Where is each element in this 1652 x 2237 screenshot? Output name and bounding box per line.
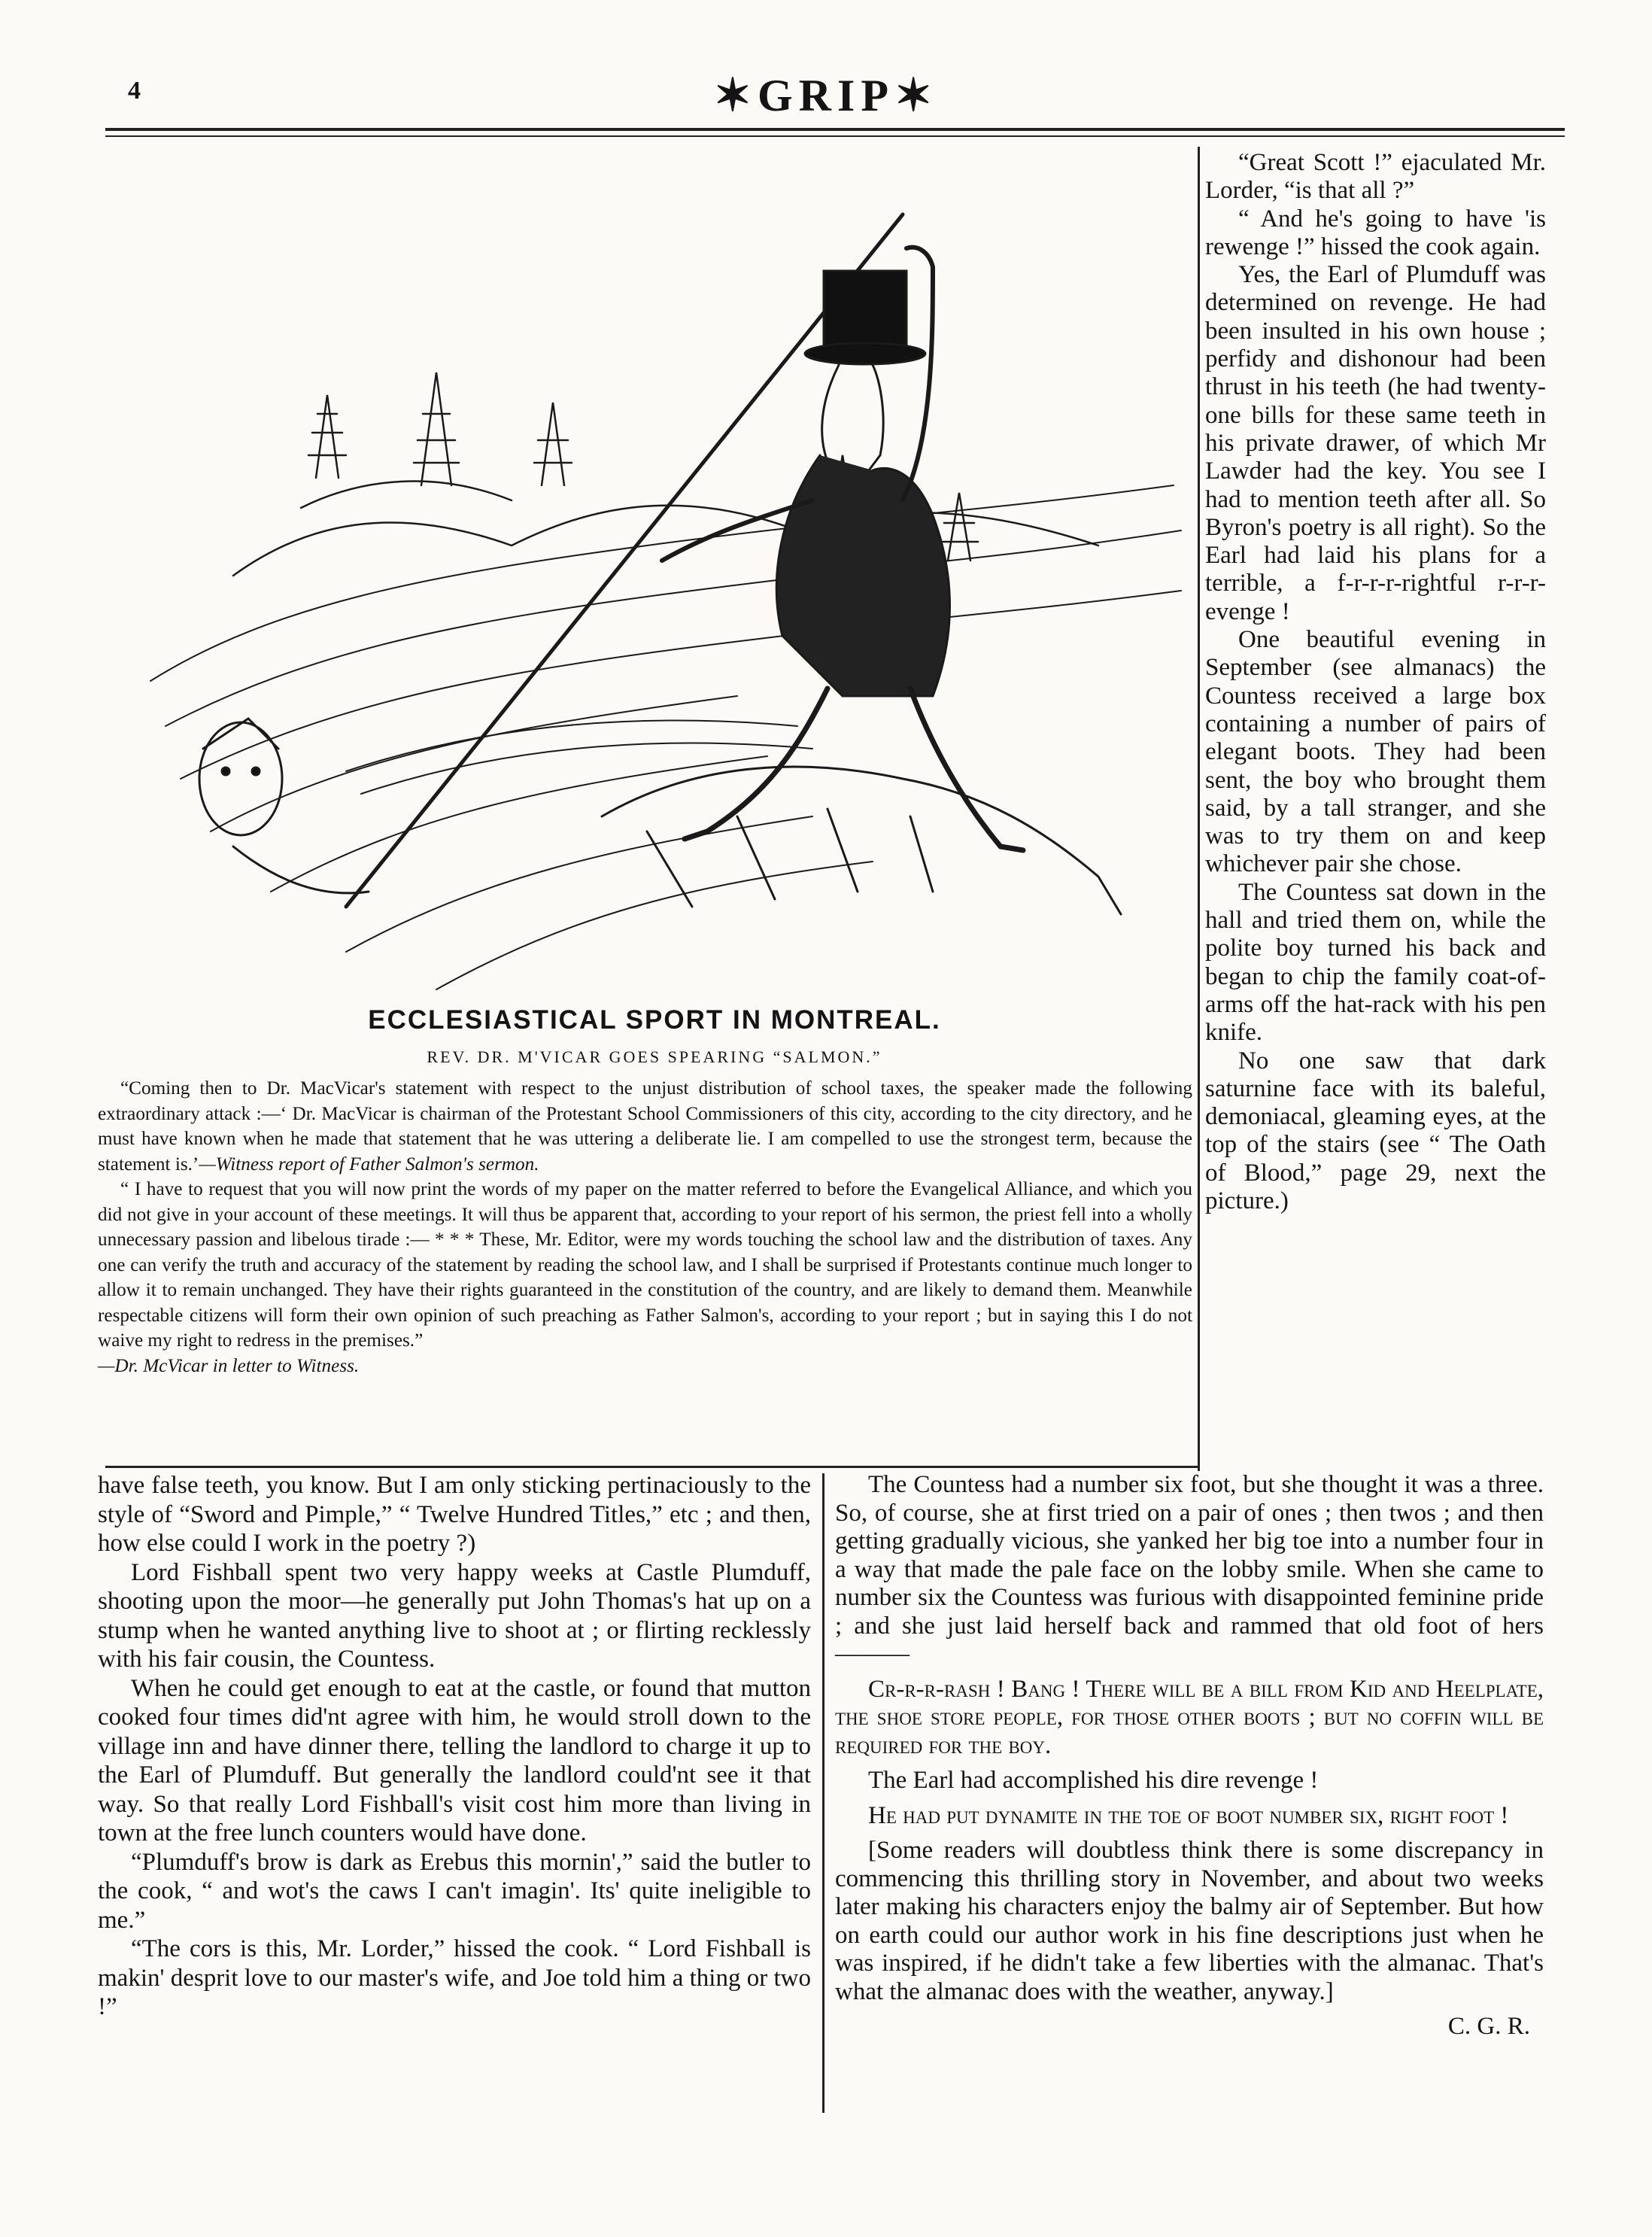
left-column [98,1471,811,2022]
quote-paragraph [98,1177,1192,1354]
author-signature: C. G. R. [1447,2013,1530,2040]
top-hat [805,271,925,364]
cartoon-illustration [120,154,1189,997]
paragraph: He had put dynamite in the toe of boot number six, right foot ! [868,1801,1509,1829]
quote-source: —Dr. McVicar in letter to Witness. [98,1355,360,1376]
page-number: 4 [128,77,141,105]
right-column [1205,149,1546,1215]
column-divider-top [1198,147,1200,1471]
header-rule [105,128,1565,131]
paragraph: “The cors is this, Mr. Lorder,” hissed the cook. “ Lord Fishball is makin' desprit love to our master's wife, and Joe told him a thing or two !” [98,1935,811,2020]
paragraph: The Earl had accomplished his dire revenge ! [868,1767,1319,1794]
paragraph: No one saw that dark saturnine face with its baleful, demoniacal, gleaming eyes, at the top of the stairs (see “ The Oath of Blood,” page 29, next the picture.) [1205,1047,1546,1214]
paragraph: “ And he's going to have 'is rewenge !” hissed the cook again. [1205,205,1546,260]
header-rule-thin [105,135,1565,137]
paragraph: The Countess sat down in the hall and tried them on, while the polite boy turned his back and began to chip the family coat-of-arms off the hat-rack with his pen knife. [1205,878,1546,1047]
paragraph: One beautiful evening in September (see almanacs) the Countess received a large box containing a number of pairs of elegant boots. They had been sent, the boy who brought them said, by a tall stranger, and she was to try them on and keep whichever pair she chose. [1205,626,1546,878]
masthead-title: ✶GRIP✶ [713,71,939,120]
section-divider [105,1466,1200,1468]
quote-source: —Witness report of Father Salmon's sermon. [199,1153,539,1175]
paragraph: Cr-r-r-rash ! Bang ! There will be a bill from Kid and Heelplate, the shoe store people, for those other boots ; but no coffin will be required for the boy. [835,1675,1544,1759]
paragraph: When he could get enough to eat at the castle, or found that mutton cooked four times did'nt agree with him, he would stroll down to the village inn and have dinner there, telling the landlord to charge it up to the Earl of Plumduff. But generally the landlord could'nt see it that way. So that really Lord Fishball's visit cost him more than living in town at the free lunch counters would have done. [98,1674,811,1846]
quote-text: “ I have to request that you will now print the words of my paper on the matter referred to before the Evangelical Alliance, and which you did not give in your account of these meetings. It will thus be apparent that, according to your report of his sermon, the priest fell into a wholly unnecessary passion and libelous tirade :— * * * These, Mr. Editor, were my words touching the school law and the distribution of taxes. Any one can verify the truth and accuracy of the statement by reading the school law, and I shall be surprised if Protestants continue much longer to allow it to remain unchanged. They have their rights guaranteed in the constitution of the country, and are likely to demand them. Meanwhile respectable citizens will form their own opinion of such preaching as Father Salmon's, according to your report ; but in saying this I do not waive my right to redress in the premises.” [98,1179,1192,1351]
quoted-extracts [98,1076,1192,1378]
cartoon-title: ECCLESIASTICAL SPORT IN MONTREAL. [368,1005,941,1035]
paragraph: “Plumduff's brow is dark as Erebus this mornin',” said the butler to the cook, “ and wot's the caws I can't imagin'. Its' quite ineligible to me.” [98,1848,811,1934]
paragraph: The Countess had a number six foot, but she thought it was a three. So, of course, she at first tried on a pair of ones ; then twos ; and then getting gradually vicious, she yanked her big toe into a number four in a way that made the pale face on the lobby smile. When she came to number six the Countess was furious with disappointed feminine pride ; and she just laid herself back and rammed that old foot of hers ——— [835,1471,1544,1667]
paragraph: “Great Scott !” ejaculated Mr. Lorder, “is that all ?” [1205,149,1546,205]
river-lines [346,721,812,795]
quote-paragraph [98,1076,1192,1177]
cartoon-subtitle: REV. DR. M'VICAR GOES SPEARING “SALMON.” [427,1047,882,1066]
column-divider-bottom [822,1473,824,2113]
foreground-rock [602,767,1121,914]
fish-figure [199,719,369,893]
quote-text: “Coming then to Dr. MacVicar's statement with respect to the unjust distribution of school taxes, the speaker made the following extraordinary attack :—‘ Dr. MacVicar is chairman of the Protestant School Commissioners of this city, according to the city directory, and he must have known when he made that statement that he was uttering a deliberate lie. I am compelled to use the strongest term, because the statement is.’ [98,1078,1192,1175]
paragraph: Lord Fishball spent two very happy weeks at Castle Plumduff, shooting upon the moor—he generally put John Thomas's hat up on a stump when he wanted anything live to shoot at ; or flirting recklessly with his fair cousin, the Countess. [98,1558,811,1673]
middle-column [835,1471,1544,2048]
paragraph: [Some readers will doubtless think there is some discrepancy in commencing this thrilling story in November, and about two weeks later making his characters enjoy the balmy air of September. But how on earth could our author work in his fine descriptions just when he was inspired, if he didn't take a few liberties with the almanac. That's what the almanac does with the weather, anyway.] [835,1837,1544,2005]
distant-hills [233,482,1098,576]
paragraph: have false teeth, you know. But I am only sticking pertinaciously to the style of “Sword and Pimple,” “ Twelve Hundred Titles,” etc ; and then, how else could I work in the poetry ?) [98,1472,811,1557]
paragraph: Yes, the Earl of Plumduff was determined on revenge. He had been insulted in his own house ; perfidy and dishonour had been thrust in his teeth (he had twenty-one bills for these same teeth in his private drawer, of which Mr Lawder had the key. You see I had to mention teeth after all. So Byron's poetry is all right). So the Earl had laid his plans for a terrible, a f-r-r-r-rightful r-r-r-evenge ! [1205,261,1546,625]
